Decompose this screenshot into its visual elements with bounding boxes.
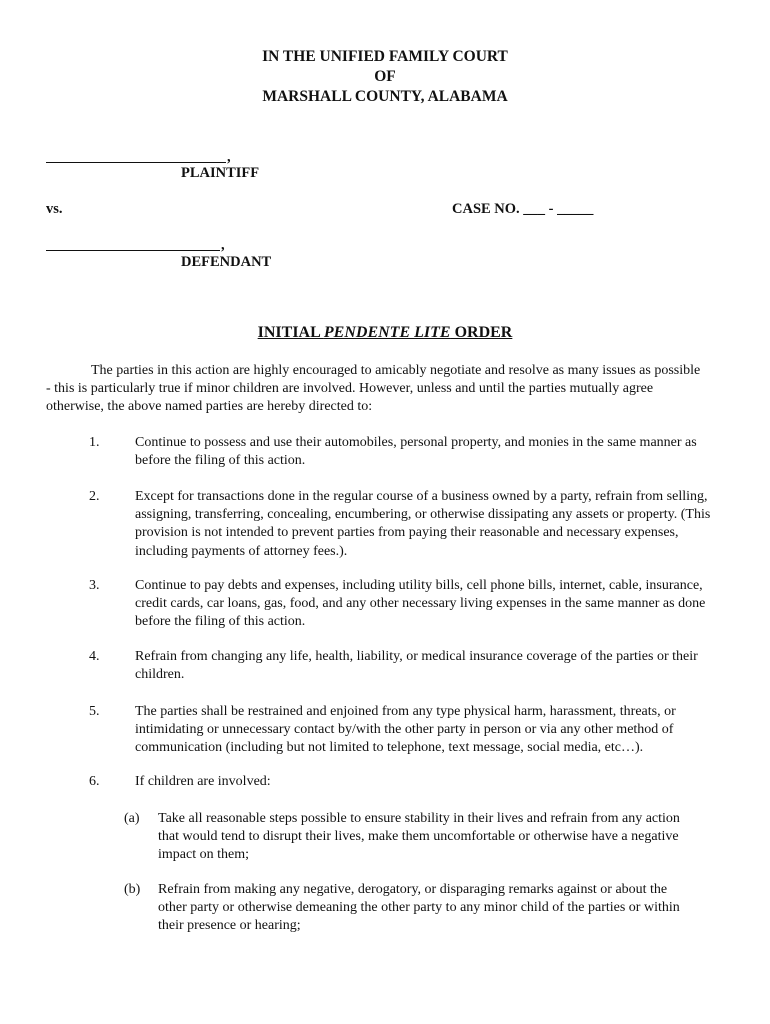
plaintiff-comma: , [227,149,231,165]
item-number: 5. [89,704,100,719]
item-text: Except for transactions done in the regular course of a business owned by a party, refrain from selling, assigning, transferring, concealing, encumbering, or otherwise dissipating any assets or property. (This provision is not intended to prevent parties from paying their reasonable and necessary expenses, including payments of attorney fees.). [135,489,711,559]
order-title-pendente-lite: PENDENTE LITE [323,324,451,341]
court-header-line-3: MARSHALL COUNTY, ALABAMA [262,88,508,105]
order-title [0,324,770,342]
defendant-name-blank [46,250,220,251]
defendant-comma: , [221,237,225,253]
plaintiff-name-blank [46,162,226,163]
order-title-initial: INITIAL [257,324,324,341]
subitem-label: (b) [124,882,141,897]
item-text: Continue to pay debts and expenses, including utility bills, cell phone bills, internet, cable, insurance, credit cards, car loans, gas, food, and any other necessary living expenses in the same manner as done before the filing of this action. [135,578,706,630]
case-number: CASE NO. ___ - _____ [452,201,594,217]
subitem-label: (a) [124,811,140,826]
versus-label: vs. [46,201,63,217]
plaintiff-label: PLAINTIFF [181,165,260,181]
item-number: 3. [89,578,100,593]
item-number: 1. [89,435,100,450]
item-text: Refrain from changing any life, health, liability, or medical insurance coverage of the parties or their children. [135,649,698,683]
order-title-order: ORDER [450,324,513,341]
item-text: Continue to possess and use their automobiles, personal property, and monies in the same manner as before the filing of this action. [135,435,697,469]
item-number: 6. [89,774,100,789]
item-number: 2. [89,489,100,504]
item-text: The parties shall be restrained and enjoined from any type physical harm, harassment, threats, or intimidating or unnecessary contact by/with the other party in person or via any other method of communication (including but not limited to telephone, text message, social media, etc…). [135,704,676,756]
subitem-text: Refrain from making any negative, derogatory, or disparaging remarks against or about the other party or otherwise demeaning the other party to any minor child of the parties or within their presence or hearing; [158,882,680,934]
intro-paragraph: The parties in this action are highly encouraged to amicably negotiate and resolve as many issues as possible - this is particularly true if minor children are involved. However, unless and until the parties mutually agree otherwise, the above named parties are hereby directed to: [46,363,701,415]
court-header-line-1: IN THE UNIFIED FAMILY COURT [262,48,508,65]
subitem-text: Take all reasonable steps possible to ensure stability in their lives and refrain from any action that would tend to disrupt their lives, make them uncomfortable or otherwise have a negative impact on them; [158,811,680,863]
item-text: If children are involved: [135,774,271,789]
court-header-line-2: OF [374,68,396,85]
court-header [0,47,770,107]
item-number: 4. [89,649,100,664]
defendant-label: DEFENDANT [181,254,272,270]
